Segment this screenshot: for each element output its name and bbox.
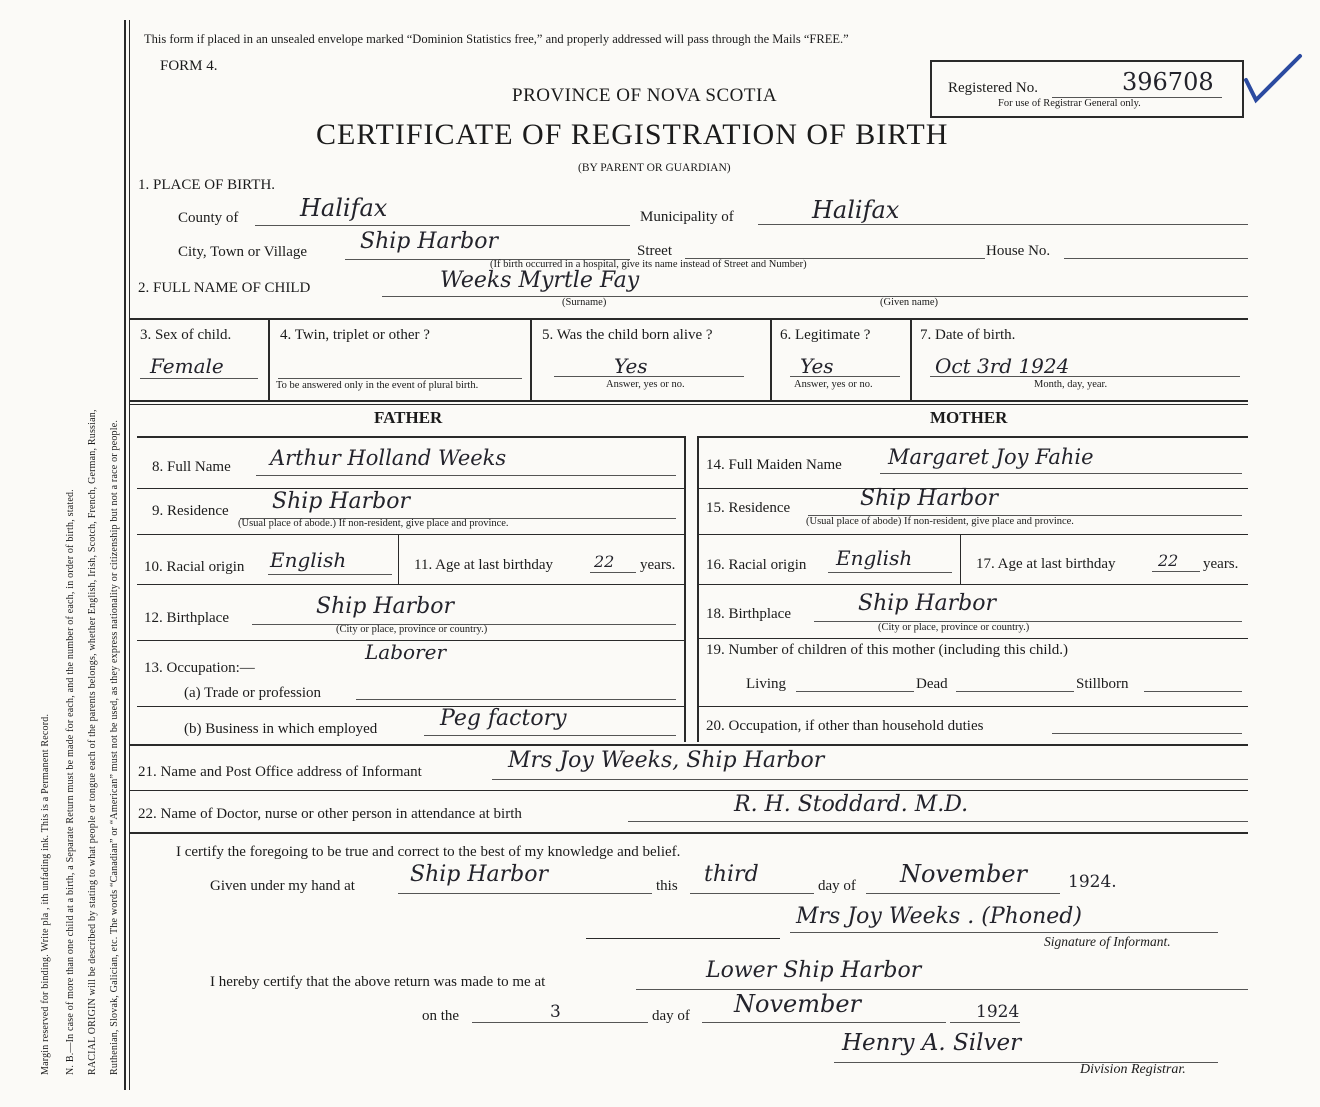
date-value: Oct 3rd 1924 xyxy=(935,354,1070,378)
mother-age-unit: years. xyxy=(1203,556,1239,572)
living-line xyxy=(796,691,914,692)
city-value: Ship Harbor xyxy=(360,229,499,254)
father-birthplace-label: 12. Birthplace xyxy=(144,610,229,626)
surname-note: (Surname) xyxy=(562,297,607,308)
mother-racial-label: 16. Racial origin xyxy=(706,557,807,573)
province-heading: PROVINCE OF NOVA SCOTIA xyxy=(512,85,778,106)
mother-name-value: Margaret Joy Fahie xyxy=(888,445,1094,469)
mother-row-rule-2 xyxy=(697,534,1248,535)
mother-row-rule-5 xyxy=(697,706,1248,707)
legitimate-label: 6. Legitimate ? xyxy=(780,327,871,343)
row3-divider-3 xyxy=(770,318,772,400)
mother-heading: MOTHER xyxy=(930,408,1008,427)
twin-line xyxy=(278,378,522,379)
legitimate-note: Answer, yes or no. xyxy=(794,379,873,390)
registrar-signature: Henry A. Silver xyxy=(842,1030,1022,1056)
left-double-border-inner xyxy=(129,20,130,1090)
county-label: County of xyxy=(178,210,239,226)
father-row-rule-2 xyxy=(137,534,684,535)
sex-label: 3. Sex of child. xyxy=(140,327,232,343)
margin-note-racial-origin-cont: Ruthenian, Slovak, Galician, etc. The words “Canadian” or “American” must not be used, as they express nationality or citizenship but not a race or people. xyxy=(109,419,120,1075)
twin-note: To be answered only in the event of plural birth. xyxy=(276,380,479,391)
father-birthplace-note: (City or place, province or country.) xyxy=(336,624,488,635)
house-no-line xyxy=(1064,258,1248,259)
father-row-rule-3 xyxy=(137,584,684,585)
father-residence-note: (Usual place of abode.) If non-resident, give place and province. xyxy=(238,518,509,529)
mother-residence-note: (Usual place of abode) If non-resident, give place and province. xyxy=(806,516,1074,527)
registrar-place-value: Lower Ship Harbor xyxy=(706,958,922,983)
mother-racial-value: English xyxy=(836,546,913,570)
registrar-month-line xyxy=(702,1022,946,1023)
registrar-day-value: 3 xyxy=(550,1002,561,1022)
mother-residence-label: 15. Residence xyxy=(706,500,791,516)
given-name-note: (Given name) xyxy=(880,297,939,308)
father-racial-line xyxy=(268,574,392,575)
county-value: Halifax xyxy=(300,194,388,222)
registrar-month-value: November xyxy=(734,990,862,1018)
mother-age-value: 22 xyxy=(1158,551,1179,570)
alive-value: Yes xyxy=(614,354,648,378)
stillborn-label: Stillborn xyxy=(1076,676,1129,692)
informant-signature: Mrs Joy Weeks . (Phoned) xyxy=(796,904,1082,929)
postal-note: This form if placed in an unsealed envelope marked “Dominion Statistics free,” and properly addressed will pass through the Mails “FREE.” xyxy=(144,32,849,46)
this-label: this xyxy=(656,878,678,894)
place-of-birth-label: 1. PLACE OF BIRTH. xyxy=(138,177,276,193)
father-trade-line xyxy=(356,699,676,700)
father-age-value: 22 xyxy=(594,552,615,571)
municipality-label: Municipality of xyxy=(640,209,734,225)
father-racial-label: 10. Racial origin xyxy=(144,559,245,575)
father-birthplace-value: Ship Harbor xyxy=(316,594,455,619)
form-number: FORM 4. xyxy=(160,58,218,74)
registered-number: 396708 xyxy=(1122,68,1214,96)
row3-top-border xyxy=(130,318,1248,320)
doctor-value: R. H. Stoddard. M.D. xyxy=(734,792,969,817)
municipality-value: Halifax xyxy=(812,196,900,224)
mother-row-rule-3 xyxy=(697,584,1248,585)
registrar-statement: I hereby certify that the above return was made to me at xyxy=(210,974,546,990)
house-no-label: House No. xyxy=(986,243,1051,259)
legitimate-line xyxy=(790,376,900,377)
mother-racial-divider xyxy=(960,534,961,584)
mother-birthplace-note: (City or place, province or country.) xyxy=(878,622,1030,633)
legitimate-value: Yes xyxy=(800,354,834,378)
doctor-line xyxy=(628,821,1248,822)
day-value: third xyxy=(704,862,759,887)
informant-value: Mrs Joy Weeks, Ship Harbor xyxy=(508,748,825,773)
mother-left-border xyxy=(697,436,699,742)
given-label: Given under my hand at xyxy=(210,878,355,894)
father-residence-value: Ship Harbor xyxy=(272,489,411,514)
hospital-note: (If birth occurred in a hospital, give its name instead of Street and Number) xyxy=(490,259,807,270)
signature-rule xyxy=(586,938,780,939)
father-age-label: 11. Age at last birthday xyxy=(414,557,553,573)
margin-note-binding: Margin reserved for binding. Write pla , ith unfading ink. This is a Permanent Record. xyxy=(40,713,51,1075)
county-line xyxy=(255,225,630,226)
father-name-label: 8. Full Name xyxy=(152,459,231,475)
date-note: Month, day, year. xyxy=(1034,379,1108,390)
day-line xyxy=(690,893,814,894)
mother-heading-rule xyxy=(697,436,1248,438)
alive-line xyxy=(554,376,744,377)
father-racial-value: English xyxy=(270,548,347,572)
informant-caption: Signature of Informant. xyxy=(1044,934,1171,949)
mother-row-rule-4 xyxy=(697,638,1248,639)
dead-line xyxy=(956,691,1074,692)
dead-label: Dead xyxy=(916,676,948,692)
month-value: November xyxy=(900,860,1028,888)
mother-age-label: 17. Age at last birthday xyxy=(976,556,1116,572)
margin-note-plural-birth: N. B.—In case of more than one child at a birth, a Separate Return must be made for each, and the number of each, in order of birth, stated. xyxy=(65,489,76,1075)
row3-bottom-border xyxy=(130,400,1248,402)
living-label: Living xyxy=(746,676,786,692)
father-business-value: Peg factory xyxy=(440,706,567,731)
informant-line xyxy=(492,779,1248,780)
child-name-line xyxy=(382,296,1248,297)
mother-occupation-label: 20. Occupation, if other than household duties xyxy=(706,718,984,734)
mother-racial-line xyxy=(828,572,952,573)
street-label: Street xyxy=(637,243,672,259)
page-subtitle: (BY PARENT OR GUARDIAN) xyxy=(578,162,731,174)
mother-children-label: 19. Number of children of this mother (including this child.) xyxy=(706,642,1069,658)
sex-value: Female xyxy=(150,354,224,378)
informant-label: 21. Name and Post Office address of Informant xyxy=(138,764,422,780)
certify-statement: I certify the foregoing to be true and correct to the best of my knowledge and belief. xyxy=(176,844,681,860)
father-row-rule-5 xyxy=(137,706,684,707)
given-place-line xyxy=(398,893,652,894)
father-business-line xyxy=(424,735,676,736)
child-name-label: 2. FULL NAME OF CHILD xyxy=(138,280,311,296)
father-age-line xyxy=(590,572,636,573)
stillborn-line xyxy=(1144,691,1242,692)
day-of-label: day of xyxy=(818,878,856,894)
year-value: 1924. xyxy=(1068,872,1117,892)
mother-residence-value: Ship Harbor xyxy=(860,486,999,511)
row3-divider-4 xyxy=(910,318,912,400)
check-mark-icon xyxy=(1242,52,1304,113)
mother-occupation-line xyxy=(1052,733,1242,734)
municipality-line xyxy=(758,224,1248,225)
registered-label: Registered No. xyxy=(948,80,1038,96)
row3-divider-2 xyxy=(530,318,532,400)
registrar-caption: Division Registrar. xyxy=(1080,1062,1186,1077)
alive-label: 5. Was the child born alive ? xyxy=(542,327,713,343)
date-label: 7. Date of birth. xyxy=(920,327,1016,343)
father-residence-label: 9. Residence xyxy=(152,503,229,519)
mother-name-label: 14. Full Maiden Name xyxy=(706,457,842,473)
twin-label: 4. Twin, triplet or other ? xyxy=(280,327,430,343)
sex-line xyxy=(140,378,258,379)
father-heading-rule xyxy=(137,436,684,438)
month-line xyxy=(866,893,1060,894)
father-age-unit: years. xyxy=(640,557,676,573)
on-the-label: on the xyxy=(422,1008,460,1024)
mother-birthplace-label: 18. Birthplace xyxy=(706,606,791,622)
date-line xyxy=(930,376,1240,377)
father-row-rule-1 xyxy=(137,488,684,489)
mother-age-line xyxy=(1152,571,1200,572)
registrar-use-note: For use of Registrar General only. xyxy=(998,98,1141,109)
alive-note: Answer, yes or no. xyxy=(606,379,685,390)
registrar-year-value: 1924 xyxy=(976,1002,1020,1022)
father-right-border xyxy=(684,436,686,742)
city-label: City, Town or Village xyxy=(178,244,308,260)
parents-bottom-border xyxy=(130,744,1248,746)
parents-top-border xyxy=(130,404,1248,405)
left-double-border xyxy=(124,20,126,1090)
doctor-label: 22. Name of Doctor, nurse or other person in attendance at birth xyxy=(138,806,522,822)
father-racial-divider xyxy=(398,534,399,584)
mother-name-line xyxy=(880,473,1242,474)
registered-box xyxy=(930,60,1244,118)
child-name-value: Weeks Myrtle Fay xyxy=(440,268,640,293)
margin-note-racial-origin: RACIAL ORIGIN will be described by stating to what people or tongue each of the parents belongs, whether English, Irish, Scotch, French, German, Russian, xyxy=(87,409,98,1075)
page-title: CERTIFICATE OF REGISTRATION OF BIRTH xyxy=(316,118,949,151)
father-trade-label: (a) Trade or profession xyxy=(184,685,322,701)
father-heading: FATHER xyxy=(374,408,443,427)
father-occupation-label: 13. Occupation:— xyxy=(144,660,255,676)
informant-rule xyxy=(130,790,1248,791)
father-occupation-value: Laborer xyxy=(365,640,447,664)
registrar-place-line xyxy=(636,989,1248,990)
informant-signature-line xyxy=(790,932,1218,933)
father-business-label: (b) Business in which employed xyxy=(184,721,378,737)
row3-divider-1 xyxy=(268,318,270,400)
doctor-rule xyxy=(130,832,1248,834)
mother-birthplace-value: Ship Harbor xyxy=(858,591,997,616)
father-name-line xyxy=(256,475,676,476)
registrar-day-of-label: day of xyxy=(652,1008,690,1024)
father-name-value: Arthur Holland Weeks xyxy=(270,446,507,470)
registrar-day-line xyxy=(472,1022,648,1023)
registrar-year-line xyxy=(950,1022,1020,1023)
given-place-value: Ship Harbor xyxy=(410,862,549,887)
